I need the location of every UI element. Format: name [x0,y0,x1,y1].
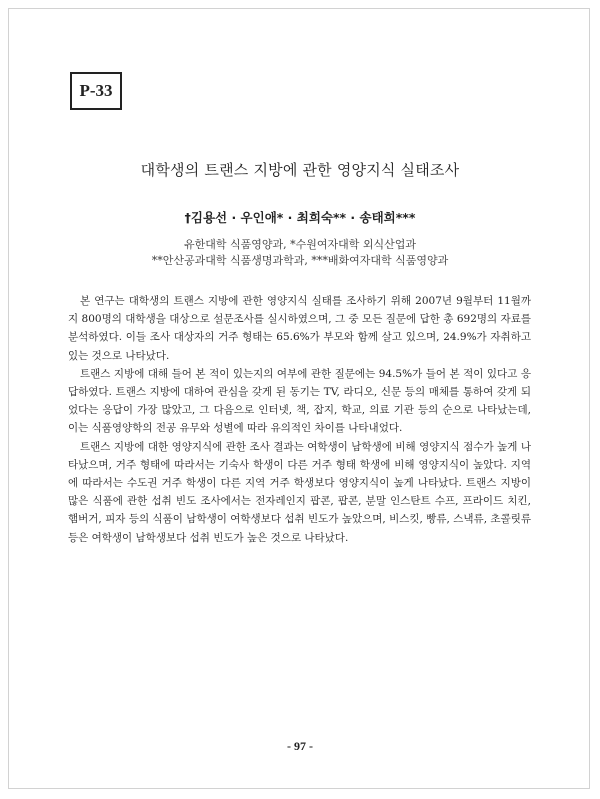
abstract-paragraph-2: 트랜스 지방에 대해 들어 본 적이 있는지의 여부에 관한 질문에는 94.5%가 들어 본 적이 있다고 응답하였다. 트랜스 지방에 대하여 관심을 갖게 된 동기는 TV, 라디오, 신문 등의 매체를 통하여 갖게 되었다는 응답이 가장 많았고, 그 다음으로 인터넷, 책, 잡지, 학교, 의료 기관 등의 순으로 나타났는데, 이는 식품영양학의 전공 유무와 성별에 따라 유의적인 차이를 나타내었다. [68,367,531,435]
abstract-code-box: P-33 [70,72,122,110]
affiliation-line-1: 유한대학 식품영양과, *수원여자대학 외식산업과 [183,238,416,251]
paper-title: 대학생의 트랜스 지방에 관한 영양지식 실태조사 [140,161,460,179]
abstract-paragraph-1: 본 연구는 대학생의 트랜스 지방에 관한 영양지식 실태를 조사하기 위해 2007년 9월부터 11월까지 800명의 대학생을 대상으로 설문조사를 실시하였으며, 그 중 모든 질문에 답한 총 692명의 자료를 분석하였다. 이들 조사 대상자의 거주 형태는 65.6%가 부모와 함께 살고 있으며, 24.9%가 자취하고 있는 것으로 나타났다. [68,295,531,362]
page-number: - 97 - [287,739,313,753]
affiliation-line-2: **안산공과대학 식품생명과학과, ***배화여자대학 식품영양과 [151,254,449,267]
author-list: †김용선 · 우인애* · 최희숙** · 송태희*** [184,210,416,225]
abstract-paragraph-3: 트랜스 지방에 대한 영양지식에 관한 조사 결과는 여학생이 남학생에 비해 영양지식 점수가 높게 나타났으며, 거주 형태에 따라서는 기숙사 학생이 다른 거주 형태 학생에 비해 영양지식이 높았다. 지역에 따라서는 수도권 거주 학생이 다른 지역 거주 학생보다 영양지식이 높게 나타났다. 트랜스 지방이 많은 식품에 관한 섭취 빈도 조사에서는 전자레인지 팝콘, 팝콘, 분말 인스탄트 수프, 프라이드 치킨, 햄버거, 피자 등의 식품이 남학생이 여학생보다 섭취 빈도가 높았으며, 비스킷, 빵류, 스낵류, 초콜릿류 등은 여학생이 남학생보다 섭취 빈도가 높은 것으로 나타났다. [68,440,531,544]
abstract-body [68,292,531,547]
